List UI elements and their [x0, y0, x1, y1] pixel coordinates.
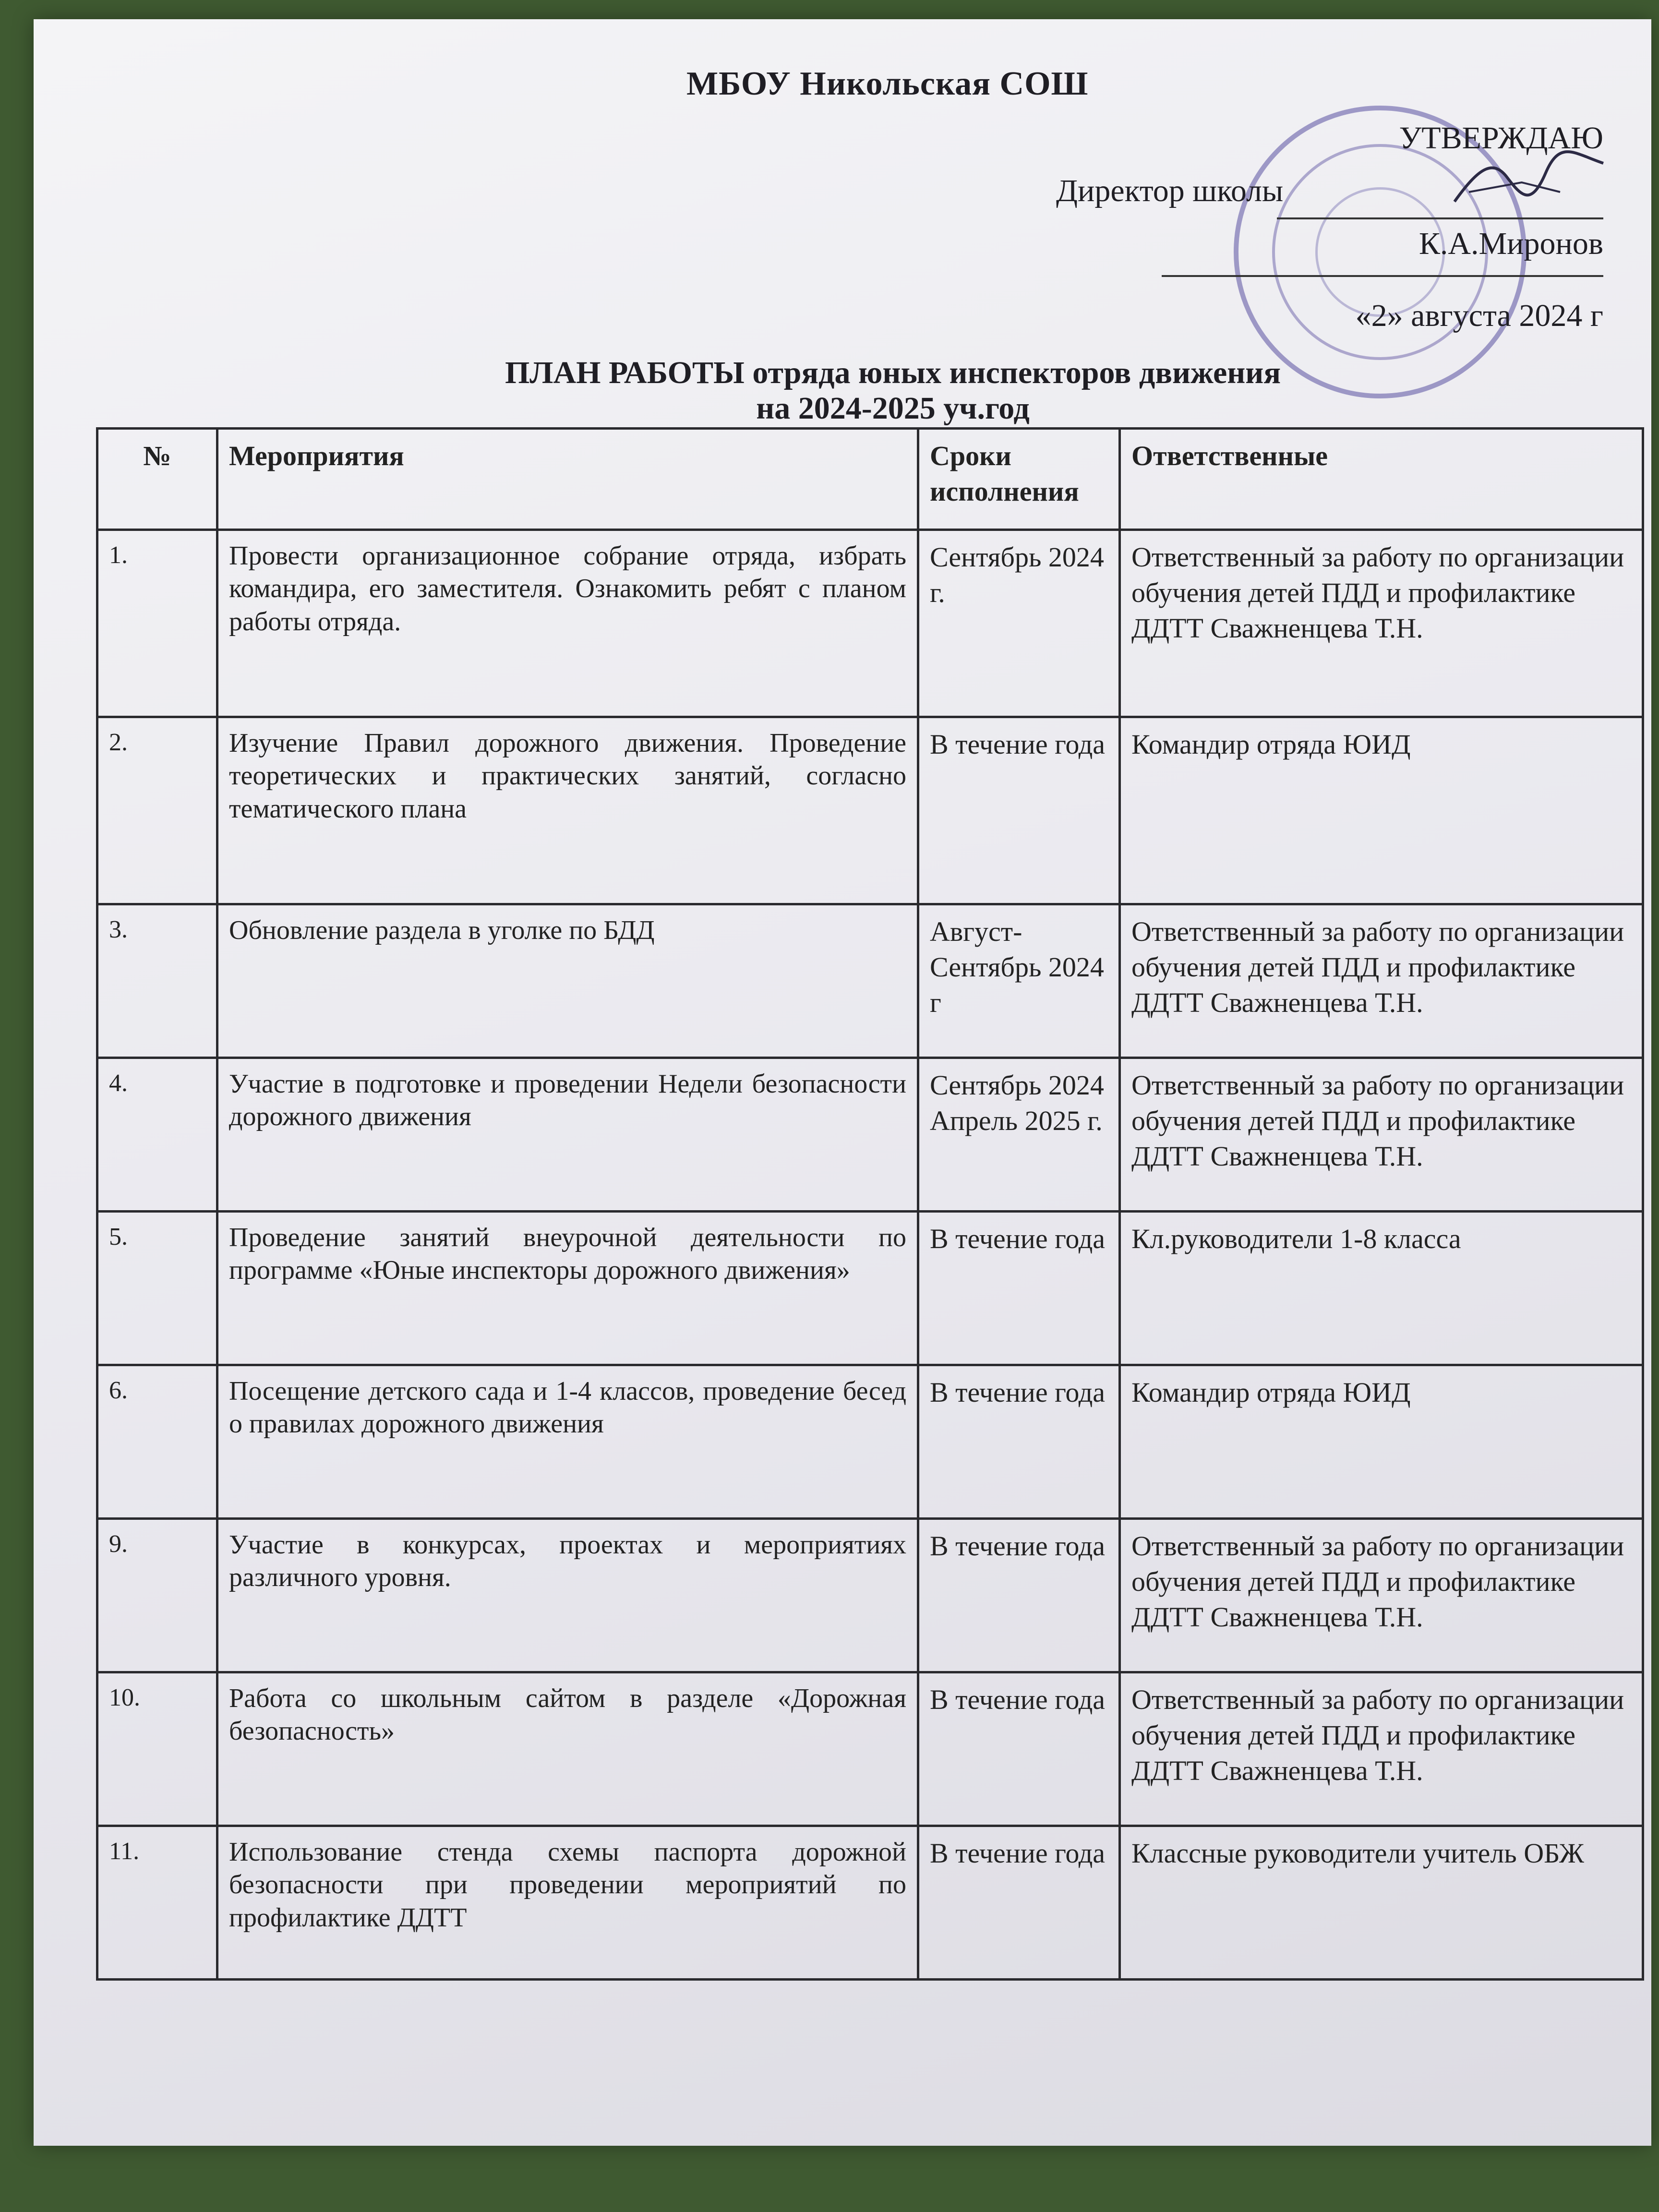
approve-label: УТВЕРЖДАЮ	[1399, 120, 1603, 156]
document-sheet	[34, 19, 1651, 2146]
row-event: Участие в конкурсах, проектах и мероприятиях различного уровня.	[217, 1519, 918, 1672]
row-term: В течение года	[918, 1365, 1120, 1519]
school-name: МБОУ Никольская СОШ	[686, 65, 1089, 102]
row-num: 3.	[97, 904, 217, 1058]
table-row	[97, 904, 1643, 1058]
table-row	[97, 1212, 1643, 1365]
row-responsible: Командир отряда ЮИД	[1120, 1365, 1643, 1519]
row-num: 2.	[97, 717, 217, 904]
row-responsible: Ответственный за работу по организации обучения детей ПДД и профилактике ДДТТ Сважненцева Т.Н.	[1120, 1519, 1643, 1672]
row-responsible: Ответственный за работу по организации обучения детей ПДД и профилактике ДДТТ Сважненцева Т.Н.	[1120, 530, 1643, 717]
row-term: В течение года	[918, 1212, 1120, 1365]
row-num: 9.	[97, 1519, 217, 1672]
row-responsible: Ответственный за работу по организации обучения детей ПДД и профилактике ДДТТ Сважненцева Т.Н.	[1120, 1058, 1643, 1212]
row-term: В течение года	[918, 717, 1120, 904]
row-responsible: Командир отряда ЮИД	[1120, 717, 1643, 904]
row-event: Провести организационное собрание отряда, избрать командира, его заместителя. Ознакомить ребят с планом работы отряда.	[217, 530, 918, 717]
header-events: Мероприятия	[217, 429, 918, 530]
row-term: В течение года	[918, 1519, 1120, 1672]
plan-title	[437, 355, 1349, 426]
row-responsible: Классные руководители учитель ОБЖ	[1120, 1826, 1643, 1980]
header-term: Сроки исполнения	[918, 429, 1120, 530]
table-row	[97, 1365, 1643, 1519]
row-responsible: Ответственный за работу по организации обучения детей ПДД и профилактике ДДТТ Сважненцева Т.Н.	[1120, 904, 1643, 1058]
row-term: В течение года	[918, 1672, 1120, 1826]
row-num: 6.	[97, 1365, 217, 1519]
row-responsible: Кл.руководители 1-8 класса	[1120, 1212, 1643, 1365]
table-row	[97, 717, 1643, 904]
approval-date: «2» августа 2024 г	[1355, 298, 1603, 333]
row-term: Август-Сентябрь 2024 г	[918, 904, 1120, 1058]
table-row	[97, 1826, 1643, 1980]
table-row	[97, 1058, 1643, 1212]
plan-table	[96, 427, 1644, 1981]
row-event: Работа со школьным сайтом в разделе «Дорожная безопасность»	[217, 1672, 918, 1826]
row-num: 11.	[97, 1826, 217, 1980]
row-event: Участие в подготовке и проведении Недели безопасности дорожного движения	[217, 1058, 918, 1212]
row-term: В течение года	[918, 1826, 1120, 1980]
header-responsible: Ответственные	[1120, 429, 1643, 530]
table-row	[97, 1672, 1643, 1826]
row-term: Сентябрь 2024 г.	[918, 530, 1120, 717]
row-num: 1.	[97, 530, 217, 717]
row-term: Сентябрь 2024 Апрель 2025 г.	[918, 1058, 1120, 1212]
director-label: Директор школы	[1056, 173, 1284, 208]
plan-title-line2: на 2024-2025 уч.год	[756, 390, 1030, 426]
plan-title-line1: ПЛАН РАБОТЫ отряда юных инспекторов движения	[505, 355, 1281, 390]
director-signature	[1450, 149, 1608, 211]
row-event: Использование стенда схемы паспорта дорожной безопасности при проведении мероприятий по профилактике ДДТТ	[217, 1826, 918, 1980]
table-header-row	[97, 429, 1643, 530]
row-event: Обновление раздела в уголке по БДД	[217, 904, 918, 1058]
row-responsible: Ответственный за работу по организации обучения детей ПДД и профилактике ДДТТ Сважненцева Т.Н.	[1120, 1672, 1643, 1826]
row-num: 5.	[97, 1212, 217, 1365]
row-num: 10.	[97, 1672, 217, 1826]
row-event: Посещение детского сада и 1-4 классов, проведение бесед о правилах дорожного движения	[217, 1365, 918, 1519]
director-name: К.А.Миронов	[1419, 226, 1603, 261]
row-event: Изучение Правил дорожного движения. Проведение теоретических и практических занятий, согласно тематического плана	[217, 717, 918, 904]
row-event: Проведение занятий внеурочной деятельности по программе «Юные инспекторы дорожного движения»	[217, 1212, 918, 1365]
header-num: №	[97, 429, 217, 530]
row-num: 4.	[97, 1058, 217, 1212]
table-row	[97, 530, 1643, 717]
table-row	[97, 1519, 1643, 1672]
